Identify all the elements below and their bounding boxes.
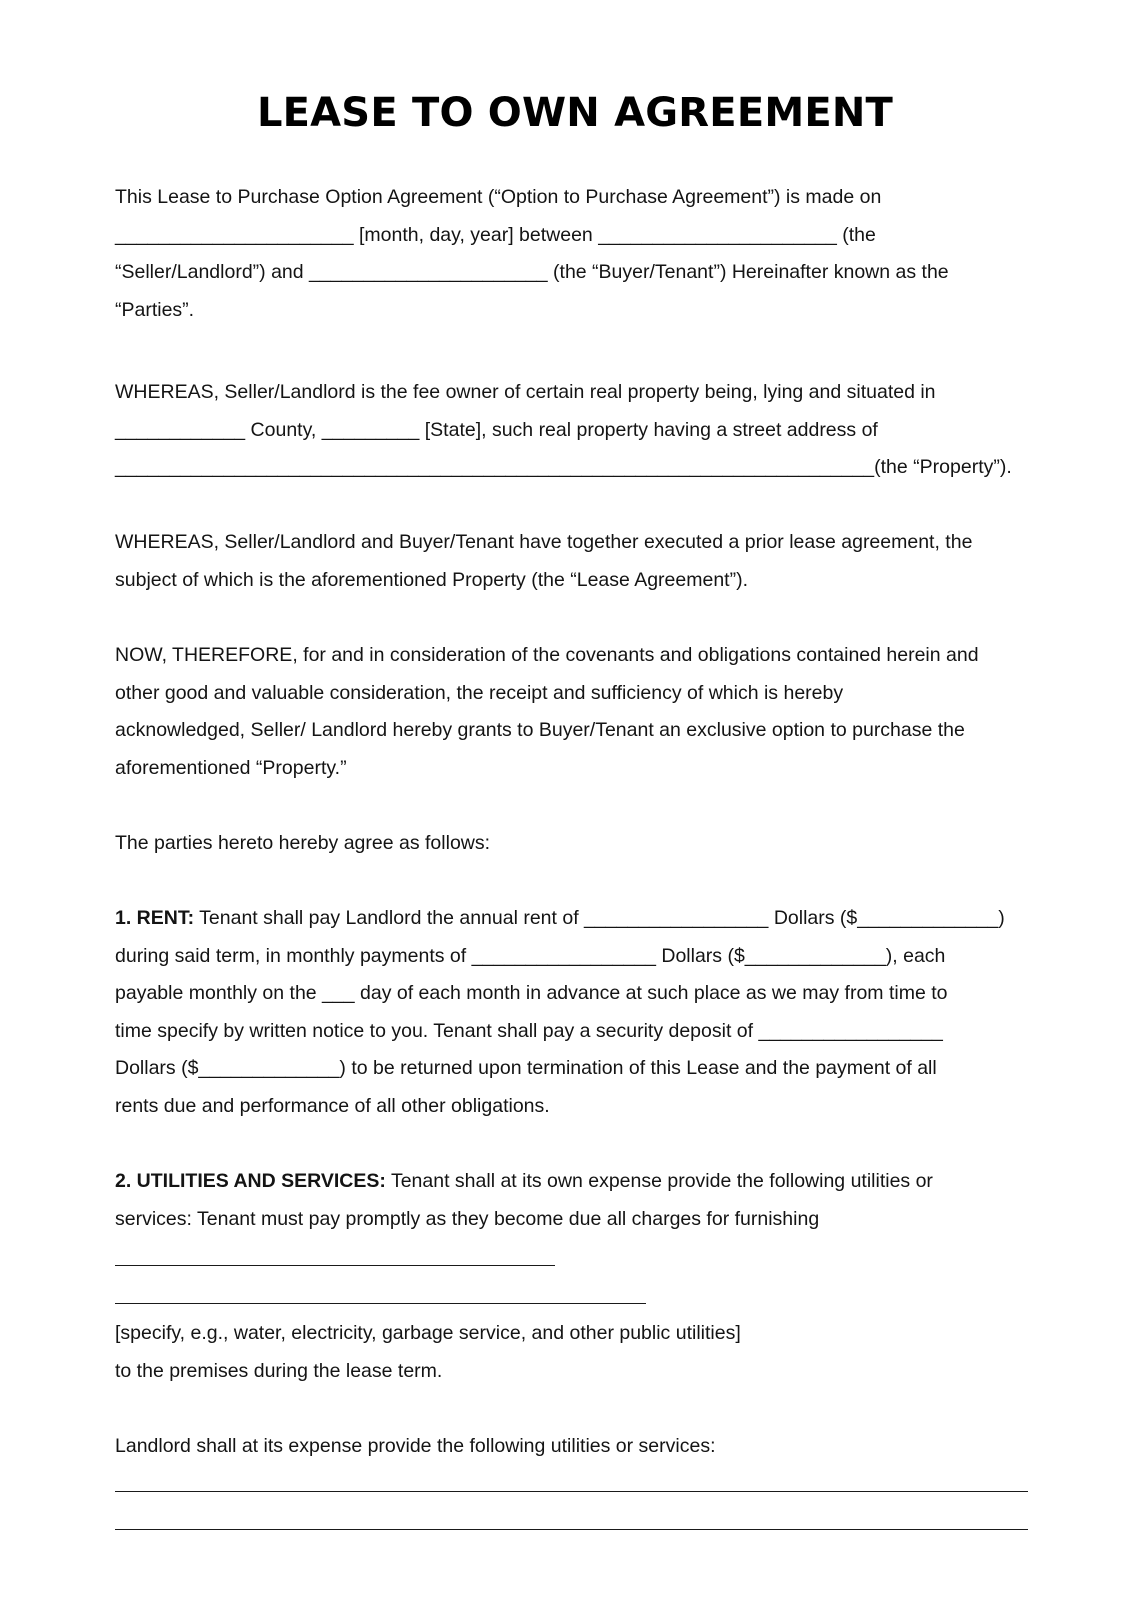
whereas-property-line: WHEREAS, Seller/Landlord is the fee owner of certain real property being, lying and situated in xyxy=(115,381,936,403)
utilities-specify-paragraph xyxy=(115,1315,1040,1390)
rent-first-line xyxy=(115,900,1040,938)
intro-line: This Lease to Purchase Option Agreement (“Option to Purchase Agreement”) is made on xyxy=(115,186,882,208)
whereas-property-paragraph xyxy=(115,374,1040,487)
agree-line: The parties hereto hereby agree as follows: xyxy=(115,832,491,854)
agree-paragraph xyxy=(115,825,1040,863)
utilities-blank-line-2 xyxy=(115,1303,646,1304)
whereas-property-line: ____________ County, _________ [State], such real property having a street address of xyxy=(115,418,878,441)
landlord-utilities-line: Landlord shall at its expense provide the following utilities or services: xyxy=(115,1435,716,1457)
rent-line: rents due and performance of all other obligations. xyxy=(115,1094,550,1117)
utilities-line: services: Tenant must pay promptly as they become due all charges for furnishing xyxy=(115,1207,820,1230)
whereas-lease-paragraph xyxy=(115,524,1040,599)
landlord-utilities-paragraph xyxy=(115,1428,1040,1466)
landlord-blank-line-1 xyxy=(115,1491,1028,1492)
now-therefore-line: acknowledged, Seller/ Landlord hereby grants to Buyer/Tenant an exclusive option to purchase the xyxy=(115,719,965,741)
rent-line: time specify by written notice to you. Tenant shall pay a security deposit of _________________ xyxy=(115,1019,943,1042)
now-therefore-paragraph xyxy=(115,637,1040,787)
intro-line: “Parties”. xyxy=(115,298,195,321)
whereas-property-line: ______________________________________________________________________(the “Property”). xyxy=(115,456,1012,478)
utilities-specify-line: to the premises during the lease term. xyxy=(115,1359,443,1382)
utilities-heading: 2. UTILITIES AND SERVICES: xyxy=(115,1170,386,1192)
rent-heading: 1. RENT: xyxy=(115,907,195,929)
now-therefore-line: NOW, THEREFORE, for and in consideration of the covenants and obligations contained herein and xyxy=(115,644,979,666)
utilities-specify-line: [specify, e.g., water, electricity, garbage service, and other public utilities] xyxy=(115,1322,741,1344)
utilities-section xyxy=(115,1163,1040,1238)
utilities-blank-line-1 xyxy=(115,1265,555,1266)
whereas-lease-line: WHEREAS, Seller/Landlord and Buyer/Tenant have together executed a prior lease agreement, the xyxy=(115,531,973,553)
now-therefore-line: other good and valuable consideration, the receipt and sufficiency of which is hereby xyxy=(115,681,844,704)
document-title: LEASE TO OWN AGREEMENT xyxy=(256,90,894,136)
intro-paragraph xyxy=(115,179,1040,329)
rent-line: during said term, in monthly payments of _________________ Dollars ($_____________), each xyxy=(115,944,946,967)
rent-line: payable monthly on the ___ day of each month in advance at such place as we may from time to xyxy=(115,982,948,1004)
rent-section xyxy=(115,900,1040,1125)
landlord-blank-line-2 xyxy=(115,1529,1028,1530)
rent-first-line-text: Tenant shall pay Landlord the annual rent of _________________ Dollars ($_____________) xyxy=(194,907,1005,929)
whereas-lease-line: subject of which is the aforementioned Property (the “Lease Agreement”). xyxy=(115,568,748,591)
utilities-first-line-text: Tenant shall at its own expense provide the following utilities or xyxy=(385,1170,933,1192)
intro-line: ______________________ [month, day, year] between ______________________ (the xyxy=(115,223,876,246)
rent-line: Dollars ($_____________) to be returned upon termination of this Lease and the payment of all xyxy=(115,1057,937,1079)
intro-line: “Seller/Landlord”) and ______________________ (the “Buyer/Tenant”) Hereinafter known as the xyxy=(115,261,949,283)
utilities-first-line xyxy=(115,1163,1040,1201)
now-therefore-line: aforementioned “Property.” xyxy=(115,756,347,779)
